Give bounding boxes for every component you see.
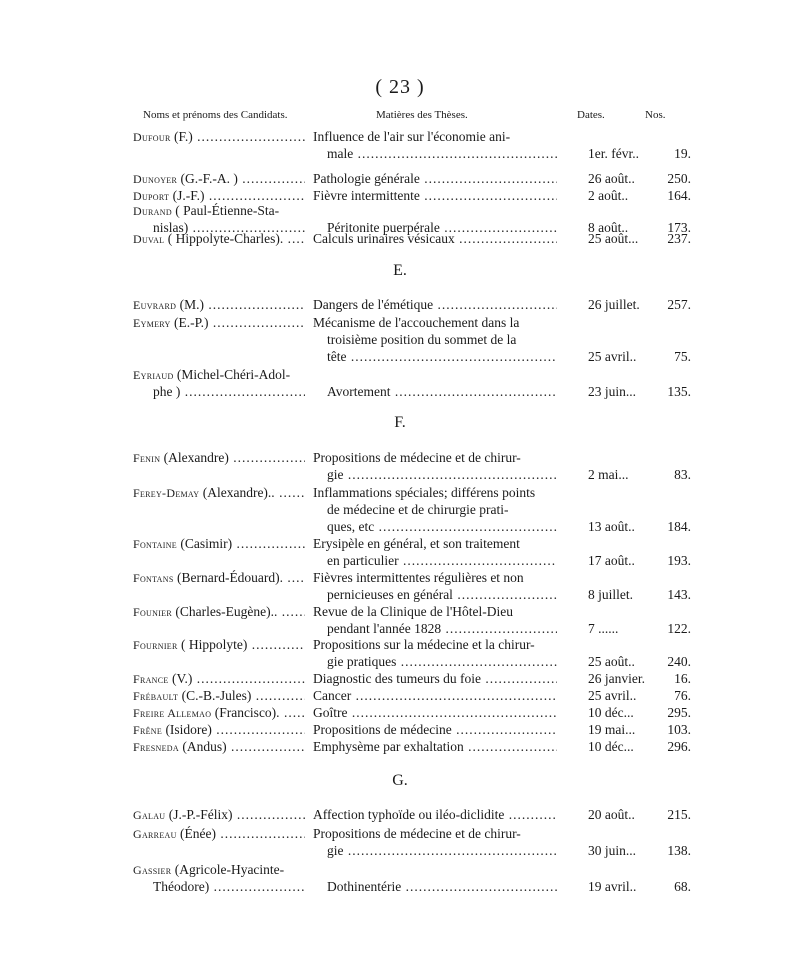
candidate-name xyxy=(133,825,305,843)
candidate-name xyxy=(133,449,305,467)
candidate-given-names: ( Paul-Étienne-Sta- xyxy=(171,203,280,218)
candidate-given-names: (G.-F.-A. ) xyxy=(177,171,238,186)
thesis-date: 26 juillet. xyxy=(588,297,640,312)
thesis-subject: Diagnostic des tumeurs du foie ..... xyxy=(313,670,557,687)
thesis-number: 296. xyxy=(667,739,691,754)
thesis-date: 25 août.. xyxy=(588,654,635,669)
candidate-given-names: (Andus) xyxy=(178,739,227,754)
candidate-name xyxy=(133,738,305,756)
thesis-number: 75. xyxy=(674,349,691,364)
candidate-name xyxy=(133,484,305,502)
thesis-subject: Propositions de médecine et de chirur- xyxy=(313,826,521,841)
candidate-name xyxy=(133,170,305,188)
thesis-number: 257. xyxy=(667,297,691,312)
candidate-given-names: ( Hippolyte-Charles). xyxy=(164,231,284,246)
candidate-entry xyxy=(133,636,693,670)
thesis-subject: Propositions sur la médecine et la chirur- xyxy=(313,637,535,652)
header-names: Noms et prénoms des Candidats. xyxy=(143,109,288,121)
candidate-name xyxy=(133,230,305,248)
thesis-date: 10 déc... xyxy=(588,705,634,720)
thesis-number: 295. xyxy=(667,705,691,720)
candidate-surname: Fontaine xyxy=(133,537,177,551)
thesis-subject: Fièvre intermittente ..... xyxy=(313,187,557,204)
candidate-surname: Durand xyxy=(133,204,172,218)
candidate-surname: Euvrard xyxy=(133,298,177,312)
candidate-surname: Eymery xyxy=(133,316,171,330)
candidate-entry xyxy=(133,825,693,859)
thesis-subject: Affection typhoïde ou iléo-diclidite ..... xyxy=(313,806,557,823)
candidate-entry xyxy=(133,861,693,895)
candidate-name-continued: phe ) ..... xyxy=(153,383,305,400)
candidate-name xyxy=(133,687,305,705)
thesis-subject: Cancer ..... xyxy=(313,687,557,704)
thesis-subject: Propositions de médecine et de chirur- xyxy=(313,450,521,465)
thesis-subject: Avortement ..... xyxy=(327,383,557,400)
candidate-entry xyxy=(133,721,693,738)
candidate-name xyxy=(133,721,305,739)
candidate-given-names: (F.) xyxy=(170,129,193,144)
thesis-subject: Pathologie générale ..... xyxy=(313,170,557,187)
candidate-name xyxy=(133,535,305,553)
page-number: ( 23 ) xyxy=(375,76,425,98)
candidate-surname: Galau xyxy=(133,808,166,822)
thesis-subject: pernicieuses en général ..... xyxy=(327,586,557,603)
candidate-given-names: (M.) xyxy=(176,297,204,312)
candidate-entry xyxy=(133,806,693,823)
thesis-subject: Dothinentérie ..... xyxy=(327,878,557,895)
thesis-number: 240. xyxy=(667,654,691,669)
thesis-number: 122. xyxy=(667,621,691,636)
thesis-number: 237. xyxy=(667,231,691,246)
thesis-subject: Fièvres intermittentes régulières et non xyxy=(313,570,524,585)
candidate-surname: Dufour xyxy=(133,130,171,144)
thesis-date: 25 avril.. xyxy=(588,349,637,364)
thesis-number: 103. xyxy=(667,722,691,737)
candidate-entry xyxy=(133,569,693,603)
candidate-surname: Fournier xyxy=(133,638,178,652)
candidate-given-names: (Francisco). xyxy=(211,705,280,720)
thesis-subject: Dangers de l'émétique ..... xyxy=(313,296,557,313)
candidate-surname: Duport xyxy=(133,189,170,203)
candidate-entry xyxy=(133,314,693,365)
thesis-date: 26 août.. xyxy=(588,171,635,186)
thesis-date: 19 mai... xyxy=(588,722,636,737)
thesis-number: 138. xyxy=(667,843,691,858)
candidate-entry xyxy=(133,704,693,721)
thesis-number: 76. xyxy=(674,688,691,703)
candidate-entry xyxy=(133,670,693,687)
thesis-subject: pendant l'année 1828 ..... xyxy=(327,620,557,637)
candidate-entry xyxy=(133,366,693,400)
candidate-given-names: (J.-P.-Félix) xyxy=(165,807,233,822)
thesis-date: 7 ...... xyxy=(588,621,619,636)
candidate-name xyxy=(133,636,305,654)
candidate-given-names: (V.) xyxy=(168,671,193,686)
thesis-date: 10 déc... xyxy=(588,739,634,754)
candidate-surname: Founier xyxy=(133,605,172,619)
candidate-name-continued: Théodore) ..... xyxy=(153,878,305,895)
candidate-given-names: (Isidore) xyxy=(162,722,212,737)
candidate-surname: Frébault xyxy=(133,689,179,703)
thesis-number: 16. xyxy=(674,671,691,686)
thesis-date: 25 août... xyxy=(588,231,639,246)
thesis-subject: de médecine et de chirurgie prati- xyxy=(327,502,509,517)
section-letter: E. xyxy=(393,262,407,279)
candidate-entry xyxy=(133,484,693,535)
thesis-number: 68. xyxy=(674,879,691,894)
candidate-name xyxy=(133,366,305,384)
header-dates: Dates. xyxy=(577,109,605,121)
thesis-date: 23 juin... xyxy=(588,384,637,399)
candidate-name xyxy=(133,128,305,146)
candidate-name xyxy=(133,603,305,621)
thesis-date: 30 juin... xyxy=(588,843,637,858)
thesis-subject: Calculs urinaires vésicaux ..... xyxy=(313,230,557,247)
candidate-name xyxy=(133,202,305,220)
candidate-surname: Fontans xyxy=(133,571,174,585)
candidate-name xyxy=(133,670,305,688)
candidate-name xyxy=(133,296,305,314)
thesis-number: 135. xyxy=(667,384,691,399)
candidate-surname: Freire Allemao xyxy=(133,706,212,720)
section-letter: F. xyxy=(394,414,406,431)
candidate-entry xyxy=(133,296,693,313)
candidate-surname: Frêne xyxy=(133,723,163,737)
candidate-given-names: (Alexandre) xyxy=(160,450,229,465)
thesis-subject: Inflammations spéciales; différens points xyxy=(313,485,536,500)
candidate-surname: Gassier xyxy=(133,863,172,877)
thesis-number: 184. xyxy=(667,519,691,534)
candidate-name xyxy=(133,314,305,332)
thesis-subject: gie ..... xyxy=(327,466,557,483)
thesis-subject: en particulier ..... xyxy=(327,552,557,569)
candidate-entry xyxy=(133,535,693,569)
candidate-given-names: ( Hippolyte) xyxy=(177,637,248,652)
thesis-subject: male ..... xyxy=(327,145,557,162)
candidate-given-names: (Énée) xyxy=(176,826,217,841)
thesis-date: 2 mai... xyxy=(588,467,629,482)
candidate-name xyxy=(133,861,305,879)
header-subjects: Matières des Thèses. xyxy=(376,109,468,121)
thesis-date: 13 août.. xyxy=(588,519,635,534)
thesis-number: 164. xyxy=(667,188,691,203)
thesis-subject: Péritonite puerpérale ..... xyxy=(327,219,557,236)
thesis-number: 215. xyxy=(667,807,691,822)
candidate-name xyxy=(133,806,305,824)
candidate-given-names: (Charles-Eugène).. xyxy=(172,604,278,619)
thesis-subject: Emphysème par exhaltation ..... xyxy=(313,738,557,755)
candidate-name xyxy=(133,569,305,587)
candidate-given-names: (Casimir) xyxy=(176,536,233,551)
candidate-name xyxy=(133,704,305,722)
thesis-subject: Propositions de médecine ..... xyxy=(313,721,557,738)
thesis-subject: gie ..... xyxy=(327,842,557,859)
candidate-surname: France xyxy=(133,672,169,686)
candidate-entry xyxy=(133,230,693,247)
candidate-given-names: (Agricole-Hyacinte- xyxy=(171,862,285,877)
candidate-surname: Duval xyxy=(133,232,165,246)
thesis-subject: troisième position du sommet de la xyxy=(327,332,517,347)
thesis-subject: Erysipèle en général, et son traitement xyxy=(313,536,520,551)
candidate-entry xyxy=(133,603,693,637)
thesis-number: 193. xyxy=(667,553,691,568)
thesis-number: 250. xyxy=(667,171,691,186)
thesis-subject: ques, etc ..... xyxy=(327,518,557,535)
candidate-given-names: (Alexandre).. xyxy=(199,485,275,500)
thesis-number: 173. xyxy=(667,220,691,235)
candidate-entry xyxy=(133,738,693,755)
candidate-entry xyxy=(133,128,693,162)
thesis-date: 1er. févr.. xyxy=(588,146,639,161)
thesis-date: 17 août.. xyxy=(588,553,635,568)
candidate-entry xyxy=(133,170,693,187)
thesis-subject: Goître ..... xyxy=(313,704,557,721)
thesis-date: 8 août.. xyxy=(588,220,629,235)
candidate-given-names: (E.-P.) xyxy=(170,315,209,330)
thesis-number: 83. xyxy=(674,467,691,482)
candidate-surname: Dunoyer xyxy=(133,172,178,186)
candidate-given-names: (Bernard-Édouard). xyxy=(173,570,284,585)
thesis-number: 19. xyxy=(674,146,691,161)
thesis-date: 8 juillet. xyxy=(588,587,633,602)
candidate-entry xyxy=(133,449,693,483)
candidate-name-continued: nislas) ..... xyxy=(153,219,305,236)
thesis-subject: gie pratiques ..... xyxy=(327,653,557,670)
candidate-surname: Fenin xyxy=(133,451,161,465)
thesis-date: 20 août.. xyxy=(588,807,635,822)
thesis-subject: Influence de l'air sur l'économie ani- xyxy=(313,129,511,144)
thesis-subject: Mécanisme de l'accouchement dans la xyxy=(313,315,520,330)
section-letter: G. xyxy=(392,772,408,789)
thesis-subject: tête ..... xyxy=(327,348,557,365)
candidate-surname: Ferey-Demay xyxy=(133,486,200,500)
thesis-date: 25 avril.. xyxy=(588,688,637,703)
candidate-given-names: (Michel-Chéri-Adol- xyxy=(173,367,291,382)
candidate-given-names: (C.-B.-Jules) xyxy=(178,688,252,703)
candidate-surname: Eyriaud xyxy=(133,368,174,382)
thesis-date: 2 août.. xyxy=(588,188,629,203)
thesis-number: 143. xyxy=(667,587,691,602)
header-numbers: Nos. xyxy=(645,109,666,121)
candidate-given-names: (J.-F.) xyxy=(169,188,205,203)
thesis-subject: Revue de la Clinique de l'Hôtel-Dieu xyxy=(313,604,514,619)
candidate-surname: Garreau xyxy=(133,827,177,841)
thesis-date: 19 avril.. xyxy=(588,879,637,894)
candidate-surname: Fresneda xyxy=(133,740,179,754)
candidate-entry xyxy=(133,687,693,704)
thesis-date: 26 janvier. xyxy=(588,671,645,686)
